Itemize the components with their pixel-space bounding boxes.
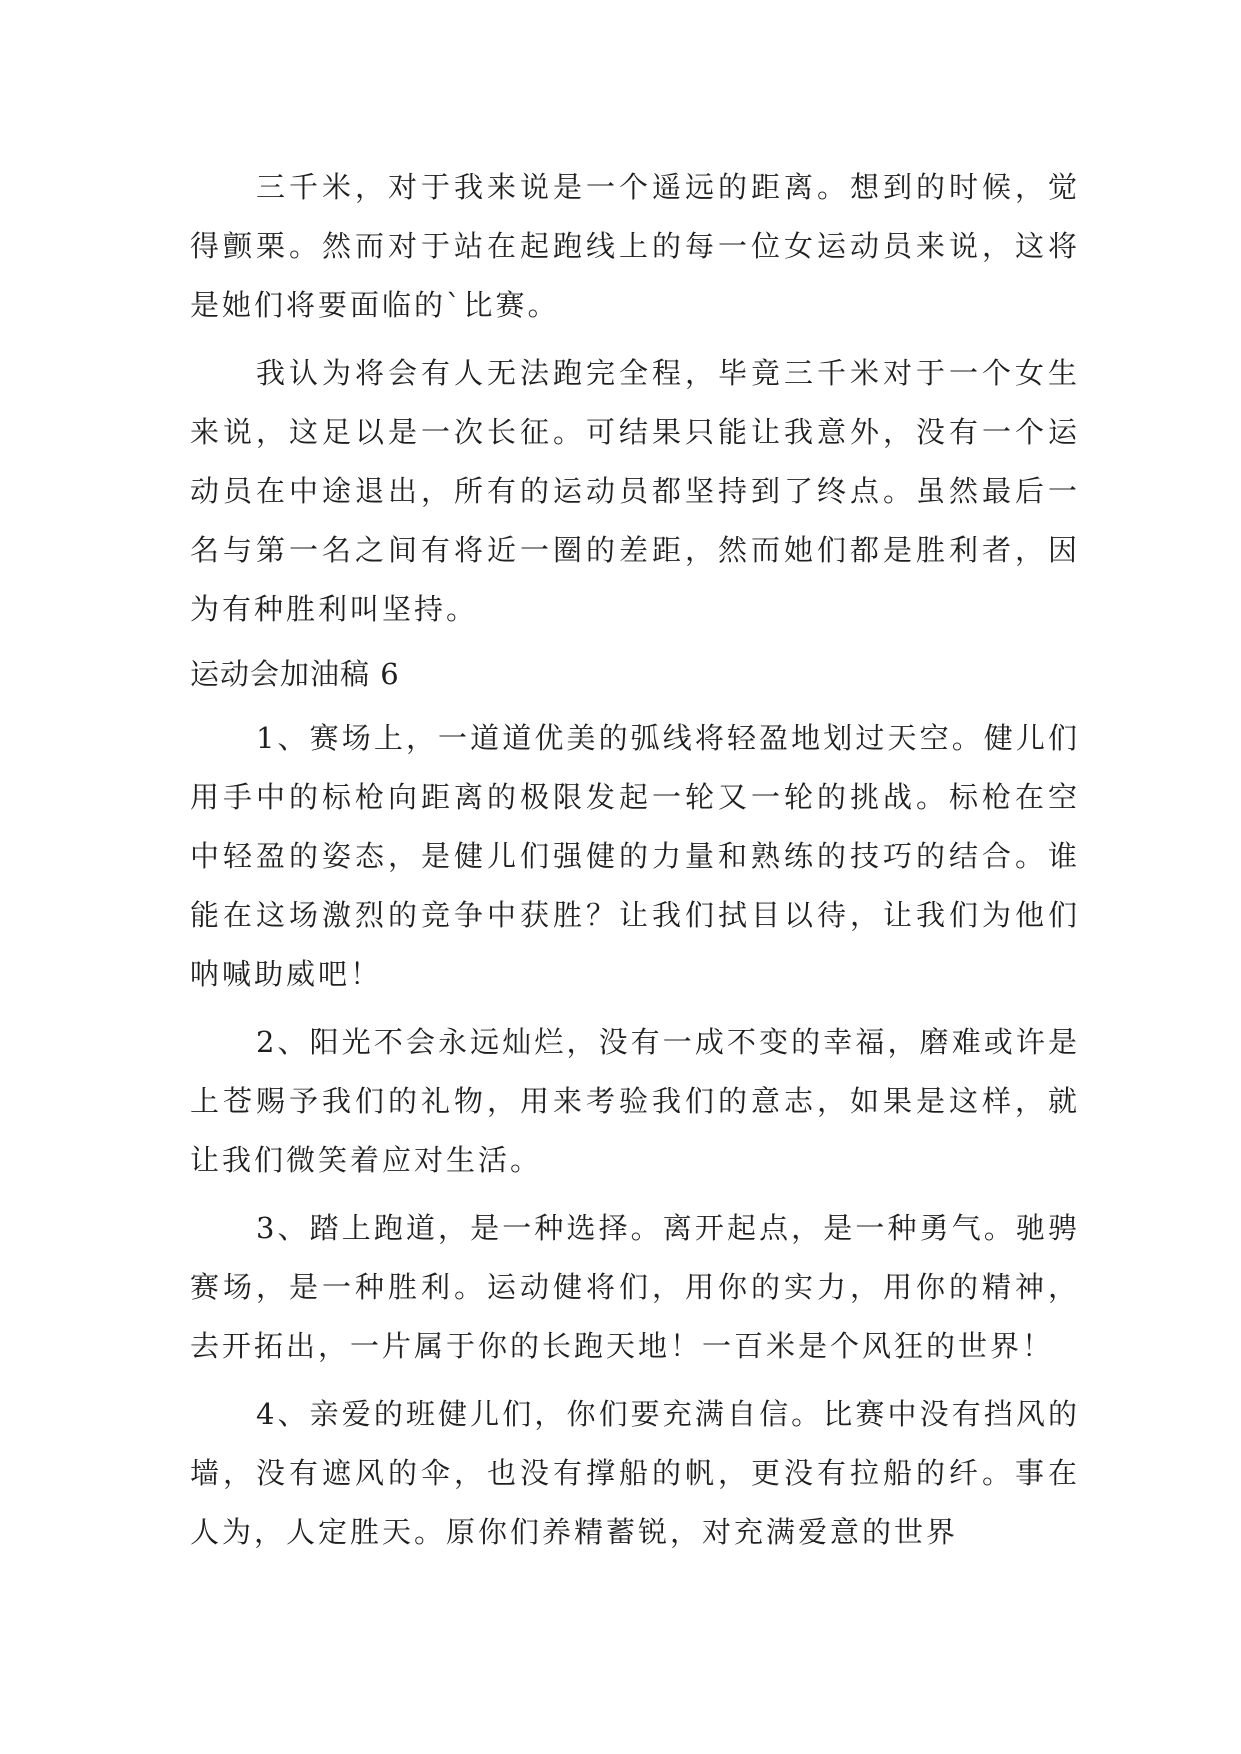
paragraph-persistence: 我认为将会有人无法跑完全程，毕竟三千米对于一个女生来说，这足以是一次长征。可结果只能让我意外，没有一个运动员在中途退出，所有的运动员都坚持到了终点。虽然最后一名与第一名之间有将近一圈的差距，然而她们都是胜利者，因为有种胜利叫坚持。 xyxy=(190,356,1080,626)
document-body xyxy=(190,158,1080,1571)
paragraph-item-4: 4、亲爱的班健儿们，你们要充满自信。比赛中没有挡风的墙，没有遮风的伞，也没有撑船的帆，更没有拉船的纤。事在人为，人定胜天。原你们养精蓄锐，对充满爱意的世界 xyxy=(190,1397,1080,1549)
paragraph-item-3: 3、踏上跑道，是一种选择。离开起点，是一种勇气。驰骋赛场，是一种胜利。运动健将们，用你的实力，用你的精神，去开拓出，一片属于你的长跑天地！一百米是个风狂的世界！ xyxy=(190,1211,1080,1363)
paragraph-item-1: 1、赛场上，一道道优美的弧线将轻盈地划过天空。健儿们用手中的标枪向距离的极限发起一轮又一轮的挑战。标枪在空中轻盈的姿态，是健儿们强健的力量和熟练的技巧的结合。谁能在这场激烈的竞争中获胜？让我们拭目以待，让我们为他们呐喊助威吧！ xyxy=(190,721,1080,991)
section-heading: 运动会加油稿 6 xyxy=(190,657,400,691)
paragraph-item-2: 2、阳光不会永远灿烂，没有一成不变的幸福，磨难或许是上苍赐予我们的礼物，用来考验我们的意志，如果是这样，就让我们微笑着应对生活。 xyxy=(190,1025,1080,1177)
paragraph-3000m-distance: 三千米，对于我来说是一个遥远的距离。想到的时候，觉得颤栗。然而对于站在起跑线上的每一位女运动员来说，这将是她们将要面临的`比赛。 xyxy=(190,170,1080,322)
